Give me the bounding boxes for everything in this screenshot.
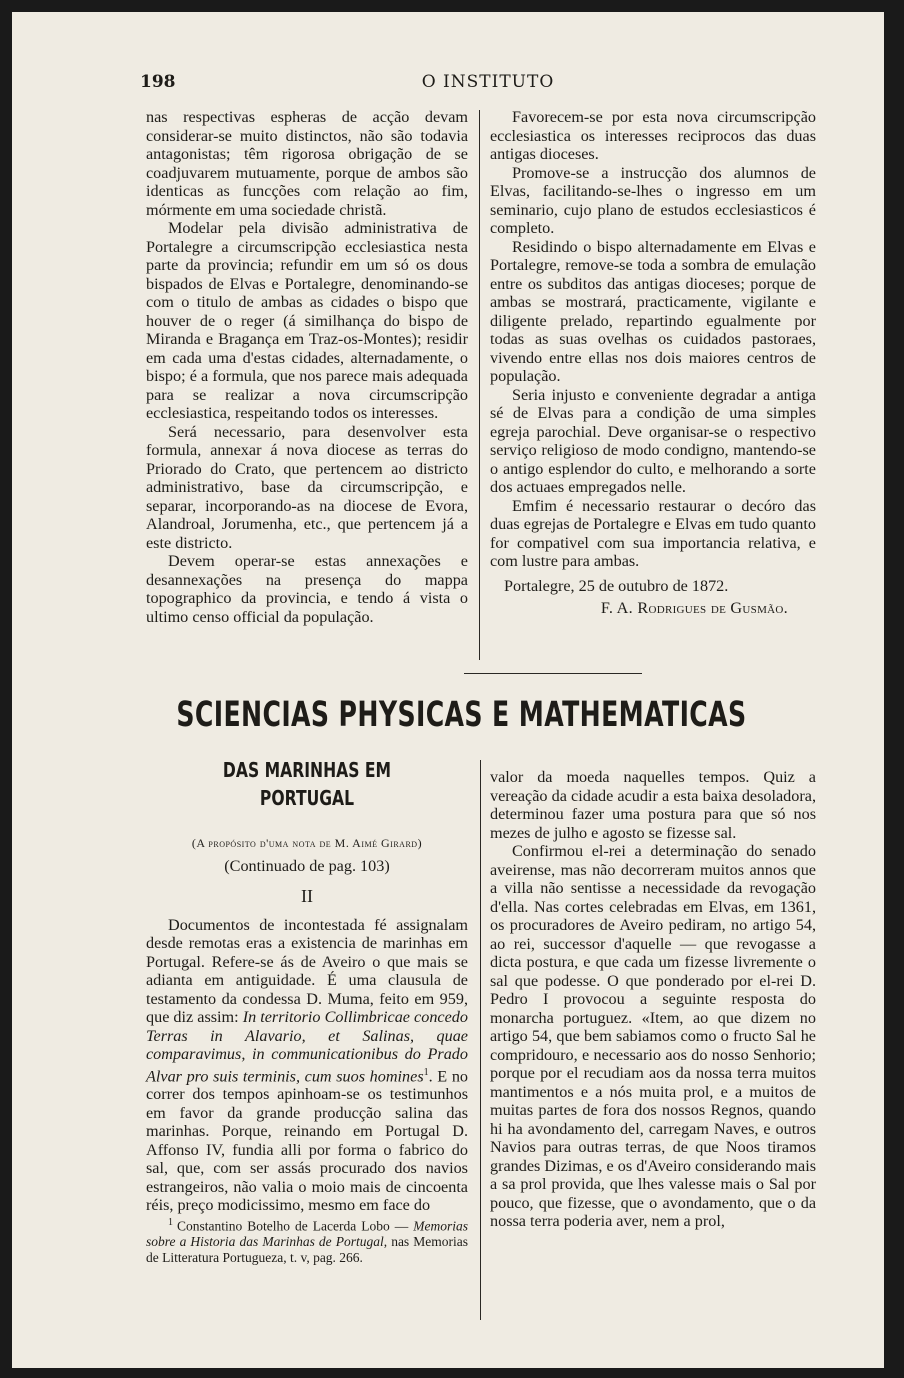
top-left-column — [146, 108, 468, 626]
paragraph-text: Documentos de incontestada fé assignalam desde remotas eras a existencia de marinhas em Portugal. Refere-se ás de Aveiro o que mais se adianta em antiguidade. É uma clausula de testamento da condessa D. Muma, feito em 959, que diz assim: — [146, 915, 468, 1026]
footnote-rest: , nas Memorias de Litteratura Portugueza, t. v, pag. 266. — [146, 1234, 468, 1266]
article-title: DAS MARINHAS EM PORTUGAL — [222, 758, 392, 810]
paragraph — [146, 916, 468, 1215]
dateline: Portalegre, 25 de outubro de 1872. — [504, 576, 729, 595]
footnote-title: Memorias sobre a Historia das Marinhas de Portugal — [146, 1218, 468, 1250]
column-divider — [480, 760, 481, 1320]
footnote-author: Constantino Botelho de Lacerda Lobo — — [177, 1218, 414, 1234]
column-divider — [479, 110, 480, 660]
paragraph: Será necessario, para desenvolver esta formula, annexar á nova diocese as terras do Priorado do Crato, que pertencem ao districto administrativo, base da circumscripção, e separar, incorporando-as na diocese de Evora, Alandroal, Jorumenha, etc., que pertencem já a este districto. — [146, 422, 468, 552]
chapter-number: II — [301, 886, 313, 906]
article-aside: (A propósito d'uma nota de M. Aimé Girard) — [191, 836, 423, 850]
paragraph: Modelar pela divisão administrativa de Portalegre a circumscripção ecclesiastica nesta parte da provincia; refundir em um só os dous bispados de Elvas e Portalegre, denominando-se com o titulo de ambas as cidades o bispo que houver de o reger (á similhança do bispo de Miranda e Bragança em Traz-os-Montes); residir em cada uma d'estas cidades, alternadamente, o bispo; é a formula, que nos parece mais adequada para se realizar a nova circumscripção ecclesiastica, respeitando todos os interesses. — [146, 219, 468, 422]
paragraph: Devem operar-se estas annexações e desannexações na presença do mappa topographico da provincia, e tendo á vista o ultimo censo official da população. — [146, 552, 468, 626]
page — [12, 12, 884, 1368]
bottom-right-column — [490, 768, 816, 1231]
paragraph: Residindo o bispo alternadamente em Elvas e Portalegre, remove-se toda a sombra de emulação entre os subditos das antigas dioceses; porque de ambas se mostrará, practicamente, vigilante e diligente prelado, repartindo egualmente por todas as suas ovelhas os cuidados pastoraes, vivendo entre ellas nos dois maiores centros de população. — [490, 237, 816, 385]
paragraph: Confirmou el-rei a determinação do senado aveirense, mas não decorreram muitos annos que a villa não sentisse a necessidade da revogação d'ella. Nas cortes celebradas em Elvas, em 1361, os procuradores de Aveiro pediram, no artigo 54, ao rei, successor d'aquelle — que revogasse a dicta postura, e que cada um fizesse livremente o sal que podesse. O que ponderado por el-rei D. Pedro I provocou a seguinte resposta do monarcha portuguez. «Item, ao que dizem no artigo 54, que bem sabiamos como o fructo Sal he compridouro, e necessario aos do nosso Senhorio; porque por el recudiam aos da nossa terra muitos mantimentos e a nós muita prol, e a muitos de muitas partes de fora dos nossos Regnos, quando hi ha avondamento del, carregam Naves, e outros Navios para outras terras, de que Noos tiramos grandes Dizimas, e os d'Aveiro considerando mais a sa prol provida, que lhes valesse mais o Sal por pouco, que fizesse, que o avondamento, que o da nossa terra poderia aver, nem a prol, — [490, 842, 816, 1230]
paragraph: Emfim é necessario restaurar o decóro das duas egrejas de Portalegre e Elvas em tudo quanto for compativel com sua importancia relativa, e com lustre para ambas. — [490, 496, 816, 570]
paragraph: Promove-se a instrucção dos alumnos de Elvas, facilitando-se-lhes o ingresso em um seminario, cujo plano de estudos ecclesiasticos é completo. — [490, 163, 816, 237]
footnote-reference: 1 — [423, 1066, 429, 1078]
paragraph: valor da moeda naquelles tempos. Quiz a vereação da cidade acudir a esta baixa desoladora, determinou fazer uma postura para que só nos mezes de julho e agosto se fizesse sal. — [490, 768, 816, 842]
latin-quote: In territorio Collimbricae concedo Terras in Alavario, et Salinas, quae comparavimus, in communicationibus do Prado Alvar pro suis terminis, cum suos homines — [146, 1008, 468, 1085]
footnote-mark: 1 — [168, 1216, 173, 1228]
footnote — [146, 1215, 468, 1267]
paragraph: nas respectivas espheras de acção devam considerar-se muito distinctos, não são todavia antagonistas; têm rigorosa obrigação de se coadjuvarem mutuamente, porque de ambos são identicas as funcções com relação ao fim, mórmente em uma sociedade christã. — [146, 108, 468, 219]
page-number: 198 — [140, 72, 176, 92]
paragraph: Favorecem-se por esta nova circumscripção ecclesiastica os interesses reciprocos das duas antigas dioceses. — [490, 108, 816, 163]
running-title: O INSTITUTO — [421, 72, 555, 92]
section-rule — [464, 673, 642, 674]
section-title: SCIENCIAS PHYSICAS E MATHEMATICAS — [176, 695, 747, 735]
continued-note: (Continuado de pag. 103) — [224, 856, 390, 875]
signature: F. A. Rodrigues de Gusmão. — [600, 599, 788, 617]
page-header — [12, 72, 884, 96]
paragraph: Seria injusto e conveniente degradar a antiga sé de Elvas para a condição de uma simples egreja parochial. Deve organisar-se o respectivo serviço religioso de modo condigno, mantendo-se o antigo esplendor do culto, e melhorando a sorte dos actuaes empregados nelle. — [490, 385, 816, 496]
bottom-left-column — [146, 756, 468, 1266]
top-right-column — [490, 108, 816, 618]
paragraph-text: . E no correr dos tempos apinhoam-se os testimunhos em favor da grande producção salina das marinhas. Porque, reinando em Portugal D. Affonso IV, fundia alli por forma o fabrico do sal, que, com ser assás procurado dos navios estrangeiros, não valia o moio mais de cincoenta réis, preço modicissimo, mesmo em face do — [146, 1066, 469, 1215]
